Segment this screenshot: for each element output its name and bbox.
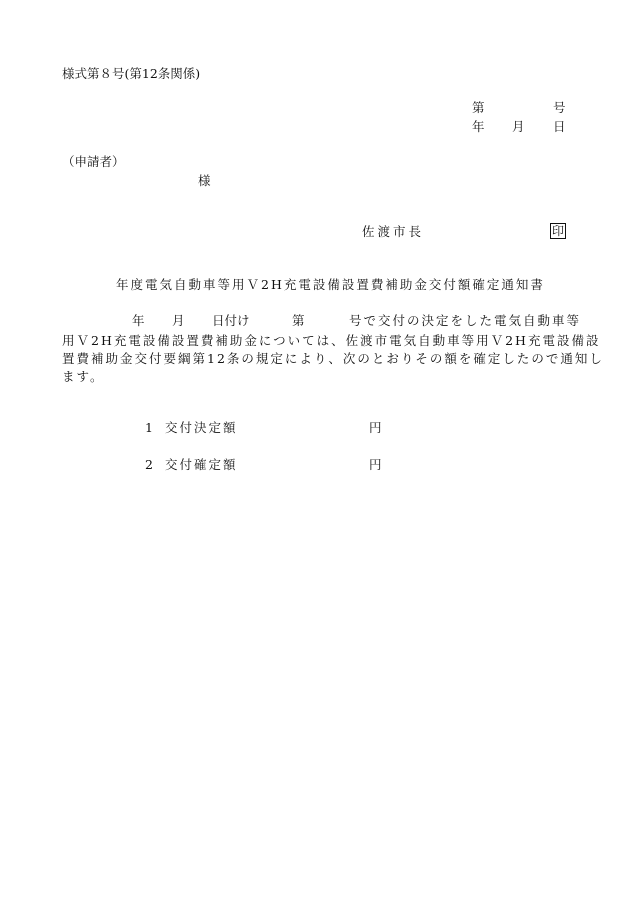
document-number-prefix: 第 bbox=[472, 100, 485, 115]
amount-item bbox=[145, 457, 382, 473]
applicant-honorific: 様 bbox=[198, 173, 211, 188]
item-label: 交付決定額 bbox=[165, 420, 238, 435]
body-year-label: 年 bbox=[132, 313, 145, 328]
item-number: 2 bbox=[145, 457, 153, 472]
form-number: 様式第８号(第12条関係) bbox=[62, 66, 201, 81]
body-month-label: 月 bbox=[172, 313, 185, 328]
body-number-prefix: 第 bbox=[292, 313, 305, 328]
body-line: 用Ｖ2H充電設備設置費補助金については、佐渡市電気自動車等用Ｖ2H充電設備設 bbox=[62, 333, 601, 348]
body-line bbox=[62, 313, 582, 329]
document-title: 年度電気自動車等用Ｖ2H充電設備設置費補助金交付額確定通知書 bbox=[116, 277, 545, 292]
amount-item bbox=[145, 420, 382, 436]
date-year-label: 年 bbox=[472, 119, 485, 134]
body-line: ます。 bbox=[62, 369, 105, 384]
body-date-label: 日付け bbox=[212, 313, 250, 328]
document-number-suffix: 号 bbox=[553, 100, 566, 115]
date-month-label: 月 bbox=[512, 119, 525, 134]
item-unit: 円 bbox=[369, 457, 382, 472]
item-number: 1 bbox=[145, 420, 153, 435]
issuer-name: 佐渡市長 bbox=[362, 224, 425, 239]
seal-mark: 印 bbox=[552, 224, 565, 238]
body-line: 置費補助金交付要綱第12条の規定により、次のとおりその額を確定したので通知し bbox=[62, 351, 604, 366]
applicant-label: （申請者） bbox=[62, 154, 125, 169]
body-line-text: 号で交付の決定をした電気自動車等 bbox=[349, 313, 582, 328]
item-unit: 円 bbox=[369, 420, 382, 435]
date-day-label: 日 bbox=[553, 119, 566, 134]
item-label: 交付確定額 bbox=[165, 457, 238, 472]
